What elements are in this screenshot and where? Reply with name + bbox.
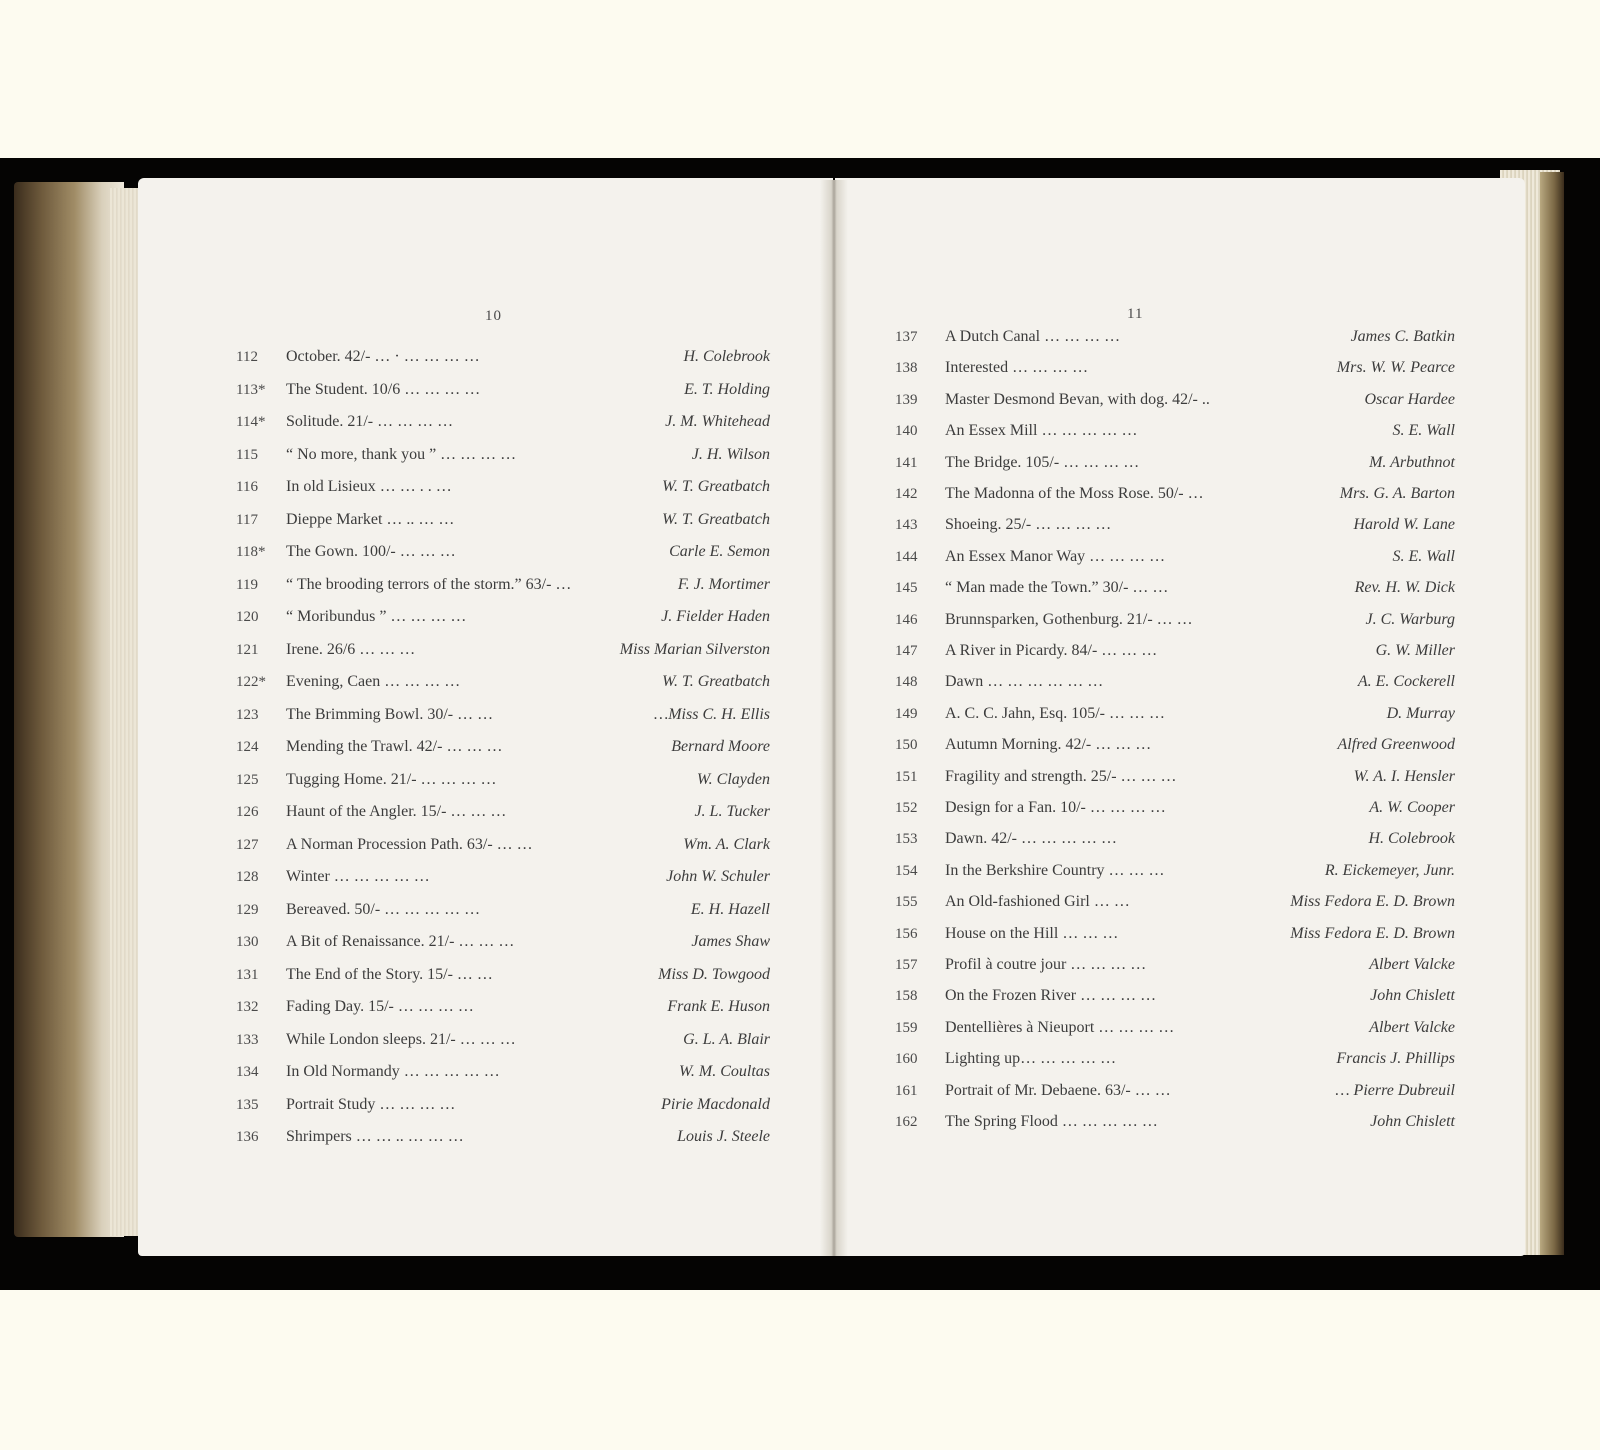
entry-artist: W. T. Greatbatch bbox=[662, 478, 770, 495]
entry-artist: G. L. A. Blair bbox=[683, 1030, 770, 1048]
entry-title: “ Man made the Town.” 30/- … … bbox=[945, 579, 1169, 597]
entry-number: 120 bbox=[236, 609, 259, 625]
catalogue-entry bbox=[895, 860, 1455, 882]
entry-title: Winter … … … … … bbox=[286, 868, 430, 885]
entry-number: 138 bbox=[895, 360, 918, 377]
entry-number: 128 bbox=[236, 869, 259, 885]
entry-number: 157 bbox=[895, 957, 918, 973]
entry-title: A. C. C. Jahn, Esq. 105/- … … … bbox=[945, 704, 1165, 722]
entry-artist: W. M. Coultas bbox=[679, 1063, 770, 1080]
catalogue-entry bbox=[236, 1126, 770, 1148]
entry-title: The End of the Story. 15/- … … bbox=[286, 965, 493, 983]
entry-title: An Essex Mill … … … … … bbox=[945, 422, 1138, 440]
entry-artist: Miss Fedora E. D. Brown bbox=[1290, 893, 1455, 911]
catalogue-entry bbox=[895, 734, 1455, 756]
entry-artist: Miss Marian Silverston bbox=[619, 640, 770, 658]
entry-title: A Norman Procession Path. 63/- … … bbox=[286, 835, 533, 853]
entry-artist: John Chislett bbox=[1370, 1113, 1455, 1130]
entry-title: Design for a Fan. 10/- … … … … bbox=[945, 799, 1166, 816]
catalogue-entry bbox=[236, 736, 770, 758]
entry-title: Dieppe Market … .. … … bbox=[286, 510, 455, 528]
entry-artist: Wm. A. Clark bbox=[683, 835, 770, 853]
entry-number: 113* bbox=[236, 381, 266, 398]
catalogue-entry bbox=[236, 801, 770, 823]
entry-title: An Old-fashioned Girl … … bbox=[945, 893, 1130, 911]
left-page-stack bbox=[110, 188, 138, 1236]
left-page bbox=[138, 178, 833, 1256]
catalogue-entry bbox=[895, 357, 1455, 379]
entry-title: Irene. 26/6 … … … bbox=[286, 640, 416, 658]
catalogue-entry bbox=[236, 1094, 770, 1116]
entry-artist: H. Colebrook bbox=[1368, 830, 1455, 848]
entry-artist: Oscar Hardee bbox=[1364, 390, 1455, 408]
entry-number: 130 bbox=[236, 934, 259, 950]
entry-number: 127 bbox=[236, 836, 259, 853]
entry-artist: W. T. Greatbatch bbox=[662, 510, 770, 528]
catalogue-entry bbox=[895, 420, 1455, 442]
entry-artist: James Shaw bbox=[691, 933, 770, 950]
catalogue-entry bbox=[895, 1111, 1455, 1133]
entry-artist: M. Arbuthnot bbox=[1369, 453, 1455, 471]
entry-number: 143 bbox=[895, 517, 918, 534]
entry-title: Fragility and strength. 25/- … … … bbox=[945, 767, 1177, 785]
catalogue-entry bbox=[236, 379, 770, 401]
entry-title: Master Desmond Bevan, with dog. 42/- .. bbox=[945, 390, 1210, 408]
catalogue-entry bbox=[236, 574, 770, 596]
entry-title: Dawn … … … … … … bbox=[945, 673, 1104, 691]
entry-number: 124 bbox=[236, 739, 259, 755]
entry-title: Dentellières à Nieuport … … … … bbox=[945, 1018, 1175, 1036]
entry-artist: J. H. Wilson bbox=[691, 445, 770, 463]
entry-title: Solitude. 21/- … … … … bbox=[286, 413, 454, 430]
entry-title: While London sleeps. 21/- … … … bbox=[286, 1030, 516, 1048]
entry-number: 117 bbox=[236, 511, 258, 528]
entry-title: In old Lisieux … … . . … bbox=[286, 478, 452, 495]
entry-title: An Essex Manor Way … … … … bbox=[945, 547, 1166, 565]
catalogue-entry bbox=[236, 606, 770, 628]
entry-artist: Pirie Macdonald bbox=[661, 1095, 770, 1113]
entry-number: 141 bbox=[895, 454, 918, 471]
entry-number: 116 bbox=[236, 479, 258, 495]
catalogue-entry bbox=[236, 671, 770, 693]
entry-title: Autumn Morning. 42/- … … … bbox=[945, 736, 1152, 754]
catalogue-entry bbox=[895, 609, 1455, 631]
entry-artist: Louis J. Steele bbox=[677, 1128, 770, 1145]
entry-artist: John W. Schuler bbox=[666, 868, 770, 885]
entry-artist: S. E. Wall bbox=[1392, 547, 1455, 565]
entry-number: 150 bbox=[895, 737, 918, 754]
entry-number: 159 bbox=[895, 1019, 918, 1036]
entry-artist: J. Fielder Haden bbox=[661, 608, 770, 625]
entry-title: Bereaved. 50/- … … … … … bbox=[286, 900, 481, 918]
entry-artist: H. Colebrook bbox=[683, 348, 770, 365]
catalogue-entry bbox=[895, 828, 1455, 850]
entry-number: 131 bbox=[236, 966, 259, 983]
entry-title: A River in Picardy. 84/- … … … bbox=[945, 642, 1158, 659]
entry-title: Dawn. 42/- … … … … … bbox=[945, 830, 1117, 848]
catalogue-entry bbox=[895, 514, 1455, 536]
entry-title: “ Moribundus ” … … … … bbox=[286, 608, 467, 625]
entry-number: 142 bbox=[895, 486, 918, 502]
entry-number: 148 bbox=[895, 674, 918, 691]
catalogue-entry bbox=[236, 639, 770, 661]
entry-artist: Carle E. Semon bbox=[669, 543, 770, 560]
catalogue-entry bbox=[895, 389, 1455, 411]
entry-artist: John Chislett bbox=[1370, 987, 1455, 1005]
entry-number: 129 bbox=[236, 901, 259, 918]
catalogue-entry bbox=[895, 1048, 1455, 1070]
catalogue-entry bbox=[895, 577, 1455, 599]
entry-artist: S. E. Wall bbox=[1392, 422, 1455, 440]
entry-title: Evening, Caen … … … … bbox=[286, 673, 461, 690]
entry-number: 146 bbox=[895, 611, 918, 628]
entry-artist: W. A. I. Hensler bbox=[1353, 767, 1455, 785]
entry-number: 125 bbox=[236, 771, 259, 788]
entry-artist: Mrs. W. W. Pearce bbox=[1336, 359, 1455, 377]
entry-number: 145 bbox=[895, 580, 918, 597]
catalogue-entry bbox=[895, 985, 1455, 1007]
catalogue-entry bbox=[895, 766, 1455, 788]
entry-title: Portrait of Mr. Debaene. 63/- … … bbox=[945, 1081, 1171, 1099]
entry-artist: G. W. Miller bbox=[1375, 642, 1455, 659]
entry-title: Mending the Trawl. 42/- … … … bbox=[286, 738, 503, 755]
entry-number: 139 bbox=[895, 391, 918, 408]
entry-artist: Mrs. G. A. Barton bbox=[1339, 485, 1455, 502]
catalogue-entry bbox=[236, 411, 770, 433]
catalogue-entry bbox=[236, 704, 770, 726]
entry-title: Shoeing. 25/- … … … … bbox=[945, 516, 1112, 534]
catalogue-entry bbox=[895, 923, 1455, 945]
entry-artist: Frank E. Huson bbox=[667, 998, 770, 1015]
entry-number: 149 bbox=[895, 705, 918, 722]
entry-number: 161 bbox=[895, 1082, 918, 1099]
entry-number: 118* bbox=[236, 544, 266, 560]
catalogue-entry bbox=[895, 546, 1455, 568]
entry-title: The Bridge. 105/- … … … … bbox=[945, 453, 1140, 471]
entry-number: 144 bbox=[895, 548, 918, 565]
entry-title: October. 42/- … · … … … … bbox=[286, 348, 480, 365]
entry-artist: D. Murray bbox=[1386, 704, 1455, 722]
entry-title: Interested … … … … bbox=[945, 359, 1089, 377]
entry-title: Lighting up… … … … … bbox=[945, 1050, 1117, 1068]
entry-number: 140 bbox=[895, 423, 918, 440]
entry-number: 119 bbox=[236, 576, 258, 593]
catalogue-entry bbox=[895, 1080, 1455, 1102]
entry-number: 156 bbox=[895, 925, 918, 942]
entry-artist: James C. Batkin bbox=[1350, 328, 1455, 345]
entry-number: 123 bbox=[236, 706, 259, 723]
entry-title: On the Frozen River … … … … bbox=[945, 987, 1157, 1005]
entry-artist: Bernard Moore bbox=[671, 738, 770, 755]
book-photo-frame bbox=[0, 158, 1600, 1290]
entry-number: 112 bbox=[236, 349, 258, 365]
entry-artist: A. W. Cooper bbox=[1369, 799, 1455, 816]
entry-title: Fading Day. 15/- … … … … bbox=[286, 998, 474, 1015]
book-gutter bbox=[820, 180, 848, 1256]
entry-title: Profil à coutre jour … … … … bbox=[945, 956, 1147, 973]
entry-number: 155 bbox=[895, 894, 918, 911]
page-number: 10 bbox=[485, 308, 502, 324]
entry-number: 158 bbox=[895, 988, 918, 1005]
entry-artist: E. H. Hazell bbox=[690, 900, 770, 918]
entry-title: Portrait Study … … … … bbox=[286, 1095, 456, 1113]
entry-artist: … Pierre Dubreuil bbox=[1335, 1081, 1455, 1099]
catalogue-entry bbox=[236, 899, 770, 921]
entry-title: The Spring Flood … … … … … bbox=[945, 1113, 1158, 1130]
entry-title: The Student. 10/6 … … … … bbox=[286, 380, 481, 398]
catalogue-entry bbox=[895, 891, 1455, 913]
entry-number: 135 bbox=[236, 1096, 259, 1113]
entry-artist: J. L. Tucker bbox=[694, 803, 770, 820]
entry-title: “ The brooding terrors of the storm.” 63/- … bbox=[286, 575, 572, 593]
entry-number: 137 bbox=[895, 329, 918, 345]
entry-artist: Alfred Greenwood bbox=[1337, 736, 1455, 754]
left-cover-edge bbox=[14, 182, 124, 1237]
catalogue-entry bbox=[236, 964, 770, 986]
catalogue-entry bbox=[236, 769, 770, 791]
entry-number: 162 bbox=[895, 1114, 918, 1130]
entry-artist: E. T. Holding bbox=[684, 380, 770, 398]
catalogue-entry bbox=[895, 954, 1455, 976]
entry-number: 126 bbox=[236, 804, 259, 820]
catalogue-entry bbox=[895, 640, 1455, 662]
right-cover-edge bbox=[1540, 172, 1564, 1255]
entry-artist: …Miss C. H. Ellis bbox=[653, 705, 770, 723]
catalogue-entry bbox=[895, 797, 1455, 819]
entry-artist: Harold W. Lane bbox=[1353, 516, 1455, 534]
catalogue-entry bbox=[895, 671, 1455, 693]
entry-number: 121 bbox=[236, 641, 259, 658]
entry-artist: Rev. H. W. Dick bbox=[1354, 579, 1455, 597]
catalogue-entry bbox=[236, 509, 770, 531]
catalogue-entry bbox=[895, 703, 1455, 725]
catalogue-entry bbox=[236, 996, 770, 1018]
entry-artist: J. M. Whitehead bbox=[665, 413, 770, 430]
entry-title: House on the Hill … … … bbox=[945, 924, 1119, 942]
catalogue-entry bbox=[895, 1017, 1455, 1039]
entry-title: In the Berkshire Country … … … bbox=[945, 861, 1165, 879]
entry-title: The Brimming Bowl. 30/- … … bbox=[286, 705, 494, 723]
entry-title: The Madonna of the Moss Rose. 50/- … bbox=[945, 485, 1204, 502]
entry-title: Shrimpers … … .. … … … bbox=[286, 1128, 464, 1145]
entry-artist: Albert Valcke bbox=[1369, 1018, 1455, 1036]
entry-number: 152 bbox=[895, 800, 918, 816]
entry-artist: F. J. Mortimer bbox=[677, 575, 770, 593]
entry-artist: A. E. Cockerell bbox=[1357, 673, 1455, 691]
right-page bbox=[835, 178, 1525, 1256]
catalogue-entry bbox=[236, 931, 770, 953]
entry-title: “ No more, thank you ” … … … … bbox=[286, 445, 517, 463]
entry-number: 160 bbox=[895, 1051, 918, 1068]
entry-number: 115 bbox=[236, 446, 258, 463]
entry-number: 147 bbox=[895, 643, 918, 659]
entry-title: Tugging Home. 21/- … … … … bbox=[286, 770, 497, 788]
entry-title: A Dutch Canal … … … … bbox=[945, 328, 1121, 345]
catalogue-entry bbox=[236, 1029, 770, 1051]
entry-number: 136 bbox=[236, 1129, 259, 1145]
catalogue-entry bbox=[236, 834, 770, 856]
catalogue-entry bbox=[236, 444, 770, 466]
entry-number: 154 bbox=[895, 862, 918, 879]
entry-number: 151 bbox=[895, 768, 918, 785]
entry-artist: Miss Fedora E. D. Brown bbox=[1290, 924, 1455, 942]
catalogue-entry bbox=[236, 541, 770, 563]
entry-artist: R. Eickemeyer, Junr. bbox=[1324, 861, 1455, 879]
catalogue-entry bbox=[895, 483, 1455, 505]
entry-number: 153 bbox=[895, 831, 918, 848]
page-number: 11 bbox=[1127, 306, 1144, 322]
entry-title: Haunt of the Angler. 15/- … … … bbox=[286, 803, 507, 820]
entry-artist: W. Clayden bbox=[696, 770, 770, 788]
catalogue-entry bbox=[895, 326, 1455, 348]
entry-title: Brunnsparken, Gothenburg. 21/- … … bbox=[945, 610, 1193, 628]
entry-number: 134 bbox=[236, 1064, 259, 1080]
entry-number: 114* bbox=[236, 414, 266, 430]
entry-number: 132 bbox=[236, 999, 259, 1015]
entry-artist: J. C. Warburg bbox=[1365, 610, 1455, 628]
entry-number: 122* bbox=[236, 674, 266, 690]
entry-number: 133 bbox=[236, 1031, 259, 1048]
catalogue-entry bbox=[895, 452, 1455, 474]
catalogue-entry bbox=[236, 476, 770, 498]
entry-artist: Albert Valcke bbox=[1369, 956, 1455, 973]
entry-title: The Gown. 100/- … … … bbox=[286, 543, 456, 560]
entry-artist: W. T. Greatbatch bbox=[662, 673, 770, 690]
entry-artist: Francis J. Phillips bbox=[1336, 1050, 1455, 1068]
catalogue-entry bbox=[236, 346, 770, 368]
entry-title: In Old Normandy … … … … … bbox=[286, 1063, 500, 1080]
catalogue-entry bbox=[236, 866, 770, 888]
entry-title: A Bit of Renaissance. 21/- … … … bbox=[286, 933, 515, 950]
entry-artist: Miss D. Towgood bbox=[658, 965, 770, 983]
catalogue-entry bbox=[236, 1061, 770, 1083]
